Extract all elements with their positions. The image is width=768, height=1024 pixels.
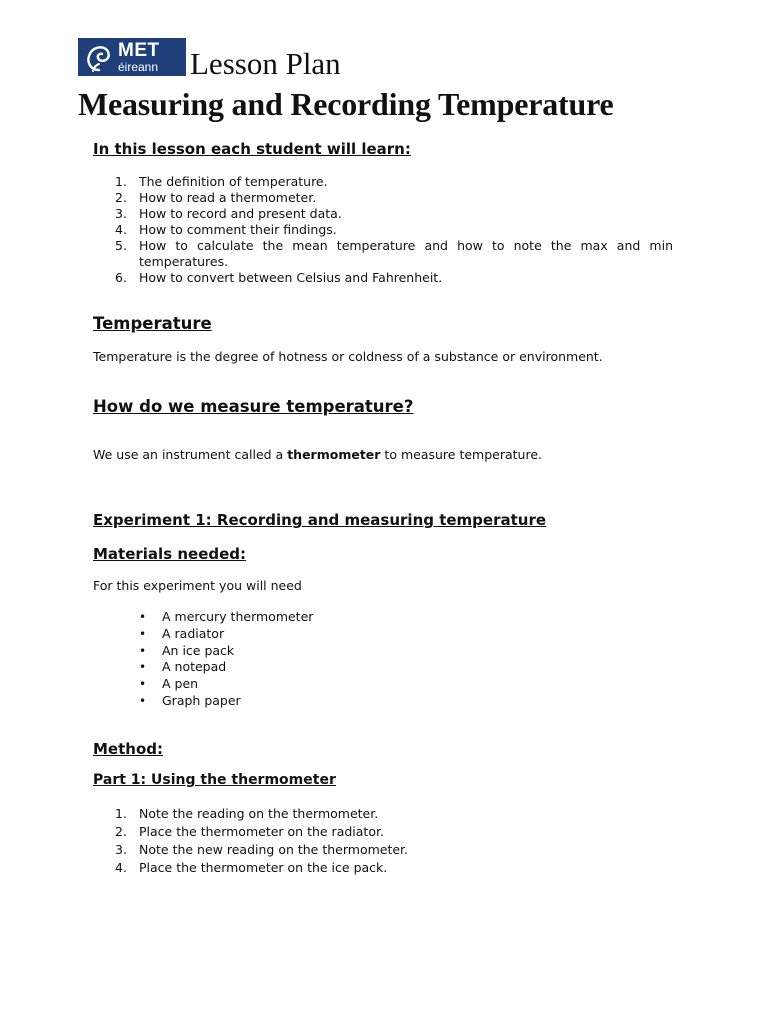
- objectives-heading: In this lesson each student will learn:: [93, 140, 411, 158]
- experiment-heading: Experiment 1: Recording and measuring temperature: [93, 511, 547, 529]
- part1-heading: Part 1: Using the thermometer: [93, 772, 336, 788]
- list-item: 3. Note the new reading on the thermometer.: [115, 842, 409, 857]
- list-item: • A notepad: [139, 659, 227, 675]
- bullet-icon: •: [139, 643, 147, 658]
- list-item: 2. How to read a thermometer.: [115, 190, 317, 205]
- list-item: 6. How to convert between Celsius and Fahrenheit.: [115, 270, 443, 285]
- list-item: 4. Place the thermometer on the ice pack.: [115, 860, 388, 875]
- logo-sub-text: éireann: [118, 60, 159, 74]
- materials-intro: For this experiment you will need: [93, 578, 302, 593]
- swirl-logo-icon: [84, 40, 114, 74]
- list-item: • Graph paper: [139, 692, 241, 708]
- measure-text: We use an instrument called a thermometer to measure temperature.: [93, 447, 542, 462]
- list-item: 3. How to record and present data.: [115, 206, 342, 221]
- bullet-icon: •: [139, 677, 147, 692]
- bullet-icon: •: [139, 660, 147, 675]
- method-heading: Method:: [93, 740, 163, 758]
- bullet-icon: •: [139, 626, 147, 641]
- list-item: 1. The definition of temperature.: [115, 174, 328, 189]
- logo-main-text: MET: [118, 40, 160, 61]
- list-item: 1. Note the reading on the thermometer.: [115, 806, 379, 821]
- temperature-heading: Temperature: [93, 314, 212, 333]
- page-title: Measuring and Recording Temperature: [78, 86, 614, 122]
- list-item: • An ice pack: [139, 642, 235, 658]
- document-type: Lesson Plan: [190, 46, 341, 81]
- list-item: • A radiator: [139, 625, 225, 641]
- met-eireann-logo: [78, 38, 186, 76]
- bullet-icon: •: [139, 610, 147, 624]
- list-item: 2. Place the thermometer on the radiator.: [115, 824, 384, 839]
- objectives-list: [93, 174, 673, 286]
- list-item: • A mercury thermometer: [139, 609, 314, 624]
- materials-heading: Materials needed:: [93, 545, 247, 563]
- materials-list: [93, 609, 313, 710]
- temperature-definition: Temperature is the degree of hotness or coldness of a substance or environment.: [93, 349, 603, 364]
- list-item: 5. How to calculate the mean temperature and how to note the max and min temperatures.: [115, 238, 673, 269]
- method-steps-list: [93, 805, 673, 877]
- measure-heading: How do we measure temperature?: [93, 397, 414, 416]
- list-item: • A pen: [139, 676, 199, 692]
- list-item: 4. How to comment their findings.: [115, 222, 337, 237]
- thermometer-term: thermometer: [287, 447, 381, 462]
- bullet-icon: •: [139, 693, 147, 708]
